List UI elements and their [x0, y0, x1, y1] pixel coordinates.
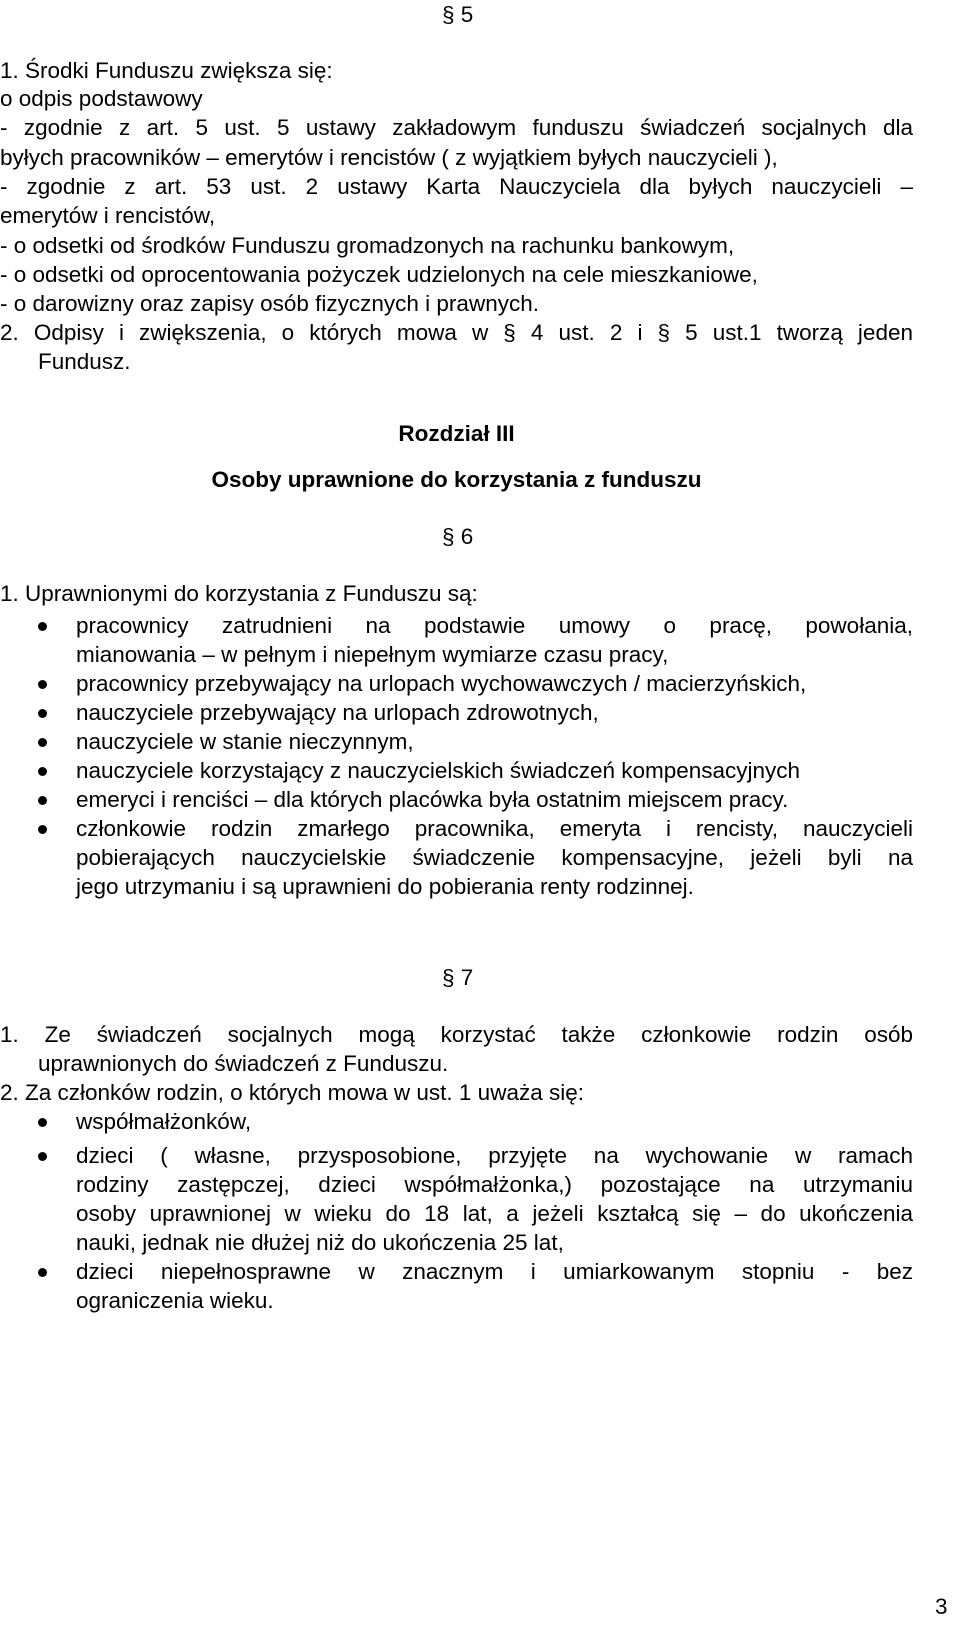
list-item: pracownicy przebywający na urlopach wychowawczych / macierzyńskich, — [76, 671, 807, 696]
list-item: jego utrzymaniu i są uprawnieni do pobierania renty rodzinnej. — [76, 874, 694, 899]
list-item: osoby uprawnionej w wieku do 18 lat, a jeżeli kształcą się – do ukończenia — [76, 1201, 913, 1226]
section-5-line: o odpis podstawowy — [0, 86, 203, 111]
section-5-item-2: Fundusz. — [38, 349, 131, 374]
section-7-item-1: 1. Ze świadczeń socjalnych mogą korzystać także członkowie rodzin osób — [0, 1022, 913, 1047]
section-5-line: - o odsetki od oprocentowania pożyczek udzielonych na cele mieszkaniowe, — [0, 262, 758, 287]
bullet-icon — [38, 1118, 47, 1127]
list-item: współmałżonków, — [76, 1109, 252, 1134]
section-5-item-1-title: 1. Środki Funduszu zwiększa się: — [0, 58, 333, 83]
section-5-line: - zgodnie z art. 5 ust. 5 ustawy zakładowym funduszu świadczeń socjalnych dla — [0, 115, 913, 140]
page-number: 3 — [935, 1594, 948, 1619]
section-5-line: byłych pracowników – emerytów i rencistów ( z wyjątkiem byłych nauczycieli ), — [0, 145, 778, 170]
section-6-heading: § 6 — [442, 524, 474, 549]
bullet-icon — [38, 680, 47, 689]
list-item: ograniczenia wieku. — [76, 1288, 274, 1313]
bullet-icon — [38, 622, 47, 631]
chapter-title: Rozdział III — [398, 421, 515, 446]
list-item: emeryci i renciści – dla których placówka była ostatnim miejscem pracy. — [76, 787, 789, 812]
bullet-icon — [38, 767, 47, 776]
bullet-icon — [38, 1268, 47, 1277]
section-5-heading: § 5 — [442, 2, 474, 27]
section-7-heading: § 7 — [442, 965, 474, 990]
section-5-line: - o odsetki od środków Funduszu gromadzonych na rachunku bankowym, — [0, 233, 735, 258]
section-7-item-2: 2. Za członków rodzin, o których mowa w ust. 1 uważa się: — [0, 1080, 584, 1105]
section-5-item-2: 2. Odpisy i zwiększenia, o których mowa w § 4 ust. 2 i § 5 ust.1 tworzą jeden — [0, 320, 913, 345]
list-item: dzieci ( własne, przysposobione, przyjęte na wychowanie w ramach — [76, 1143, 913, 1168]
bullet-icon — [38, 1152, 47, 1161]
list-item: nauczyciele przebywający na urlopach zdrowotnych, — [76, 700, 599, 725]
section-5-line: - o darowizny oraz zapisy osób fizycznych i prawnych. — [0, 291, 539, 316]
list-item: członkowie rodzin zmarłego pracownika, emeryta i rencisty, nauczycieli — [76, 816, 913, 841]
section-5-line: emerytów i rencistów, — [0, 203, 216, 228]
section-7-item-1: uprawnionych do świadczeń z Funduszu. — [38, 1051, 449, 1076]
bullet-icon — [38, 796, 47, 805]
list-item: rodziny zastępczej, dzieci współmałżonka,) pozostające na utrzymaniu — [76, 1172, 913, 1197]
section-6-intro: 1. Uprawnionymi do korzystania z Funduszu są: — [0, 581, 478, 606]
list-item: pracownicy zatrudnieni na podstawie umowy o pracę, powołania, — [76, 613, 913, 638]
list-item: dzieci niepełnosprawne w znacznym i umiarkowanym stopniu - bez — [76, 1259, 913, 1284]
list-item: nauczyciele w stanie nieczynnym, — [76, 729, 414, 754]
list-item: mianowania – w pełnym i niepełnym wymiarze czasu pracy, — [76, 642, 669, 667]
section-5-line: - zgodnie z art. 53 ust. 2 ustawy Karta Nauczyciela dla byłych nauczycieli – — [0, 174, 913, 199]
list-item: pobierających nauczycielskie świadczenie kompensacyjne, jeżeli byli na — [76, 845, 913, 870]
bullet-icon — [38, 825, 47, 834]
list-item: nauczyciele korzystający z nauczycielskich świadczeń kompensacyjnych — [76, 758, 801, 783]
bullet-icon — [38, 738, 47, 747]
list-item: nauki, jednak nie dłużej niż do ukończenia 25 lat, — [76, 1230, 564, 1255]
bullet-icon — [38, 709, 47, 718]
chapter-subtitle: Osoby uprawnione do korzystania z funduszu — [211, 467, 702, 492]
